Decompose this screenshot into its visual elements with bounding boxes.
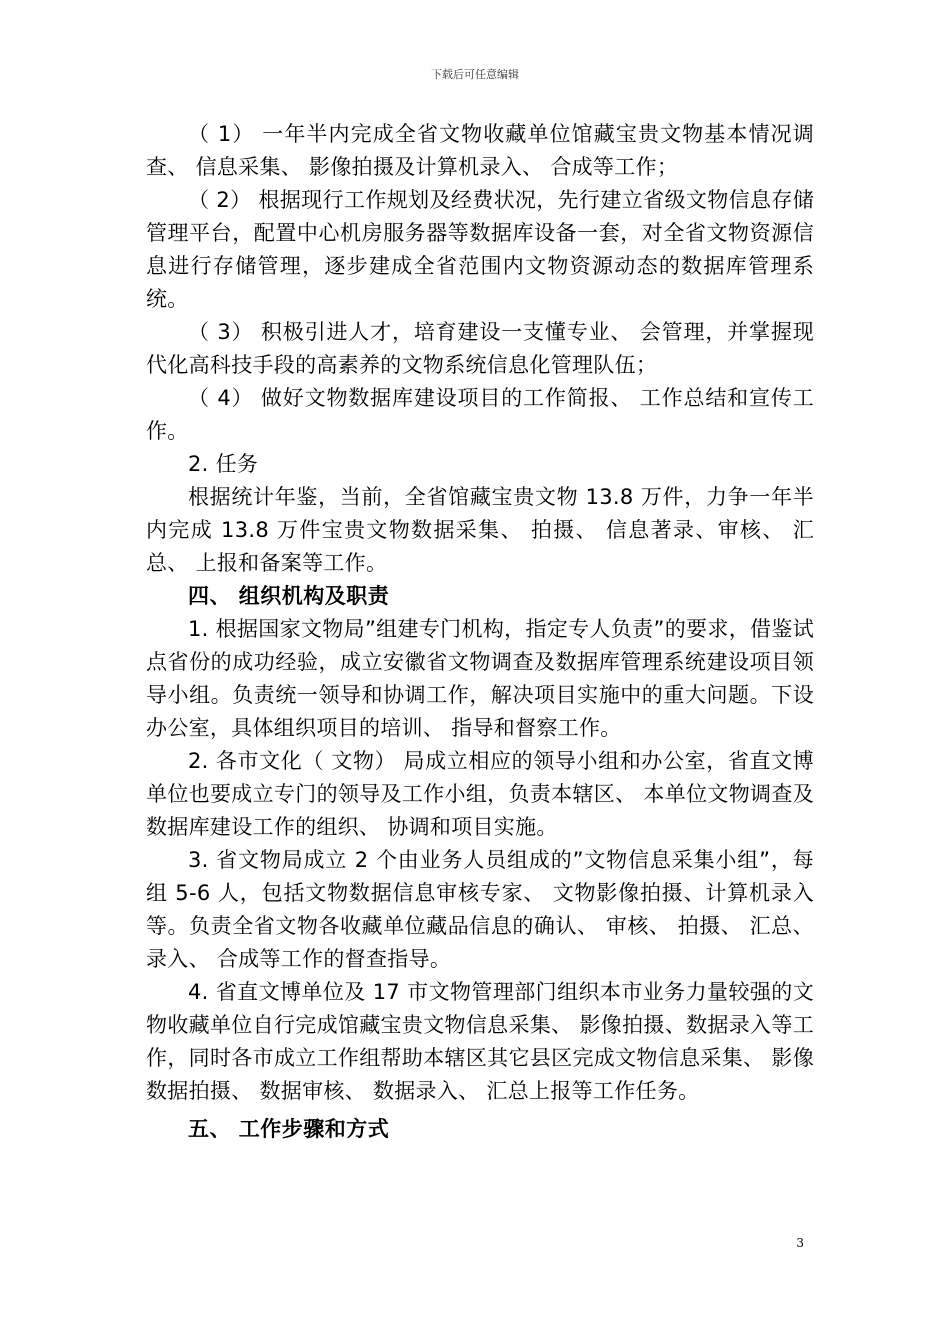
- org-paragraph-3: 3. 省文物局成立 2 个由业务人员组成的”文物信息采集小组”，每组 5-6 人，包括文物数据信息审核专家、 文物影像拍摄、计算机录入等。负责全省文物各收藏单位藏品信息的确认、 审核、 拍摄、 汇总、 录入、 合成等工作的督查指导。: [146, 848, 814, 971]
- task-paragraph: 根据统计年鉴，当前，全省馆藏宝贵文物 13.8 万件，力争一年半内完成 13.8 万件宝贵文物数据采集、 拍摄、 信息著录、审核、 汇总、 上报和备案等工作。: [146, 485, 814, 575]
- org-paragraph-4: 4. 省直文博单位及 17 市文物管理部门组织本市业务力量较强的文物收藏单位自行完成馆藏宝贵文物信息采集、 影像拍摄、数据录入等工作，同时各市成立工作组帮助本辖区其它县区完成文物信息采集、 影像数据拍摄、 数据审核、 数据录入、 汇总上报等工作任务。: [146, 980, 814, 1103]
- goal-paragraph-4: （ 4） 做好文物数据库建设项目的工作简报、 工作总结和宣传工作。: [146, 386, 814, 443]
- document-body: [146, 118, 814, 1146]
- org-paragraph-1: 1. 根据国家文物局”组建专门机构，指定专人负责”的要求，借鉴试点省份的成功经验，成立安徽省文物调查及数据库管理系统建设项目领导小组。负责统一领导和协调工作，解决项目实施中的重大问题。下设办公室，具体组织项目的培训、 指导和督察工作。: [146, 617, 814, 740]
- header-note: 下载后可任意编辑: [431, 68, 519, 81]
- goal-paragraph-3: （ 3） 积极引进人才，培育建设一支懂专业、 会管理，并掌握现代化高科技手段的高素养的文物系统信息化管理队伍；: [146, 320, 814, 377]
- goal-paragraph-1: （ 1） 一年半内完成全省文物收藏单位馆藏宝贵文物基本情况调查、 信息采集、 影像拍摄及计算机录入、 合成等工作；: [146, 122, 814, 179]
- page-number: 3: [796, 1236, 804, 1250]
- goal-paragraph-2: （ 2） 根据现行工作规划及经费状况，先行建立省级文物信息存储管理平台，配置中心机房服务器等数据库设备一套，对全省文物资源信息进行存储管理，逐步建成全省范围内文物资源动态的数据库管理系统。: [146, 188, 814, 311]
- section-heading-5: 五、 工作步骤和方式: [188, 1117, 390, 1141]
- section-heading-4: 四、 组织机构及职责: [188, 584, 390, 608]
- org-paragraph-2: 2. 各市文化（ 文物） 局成立相应的领导小组和办公室，省直文博单位也要成立专门的领导及工作小组，负责本辖区、 本单位文物调查及数据库建设工作的组织、 协调和项目实施。: [146, 749, 814, 839]
- task-heading: 2. 任务: [188, 452, 259, 476]
